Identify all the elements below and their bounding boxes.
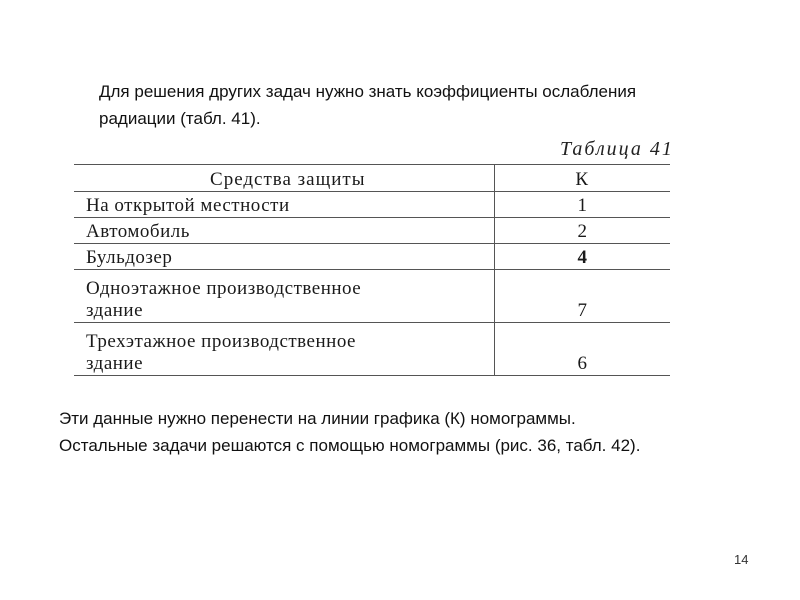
row-name-cell bbox=[74, 270, 494, 323]
table-row bbox=[74, 270, 670, 323]
intro-line-2: радиации (табл. 41). bbox=[99, 109, 261, 128]
table-row bbox=[74, 323, 670, 376]
row-value: 6 bbox=[494, 323, 670, 376]
row-name: На открытой местности bbox=[86, 195, 290, 216]
row-value: 7 bbox=[494, 270, 670, 323]
row-name-cell bbox=[74, 192, 494, 218]
outro-line-2: Остальные задачи решаются с помощью номограммы (рис. 36, табл. 42). bbox=[59, 436, 641, 455]
table-row bbox=[74, 192, 670, 218]
row-name-cell bbox=[74, 218, 494, 244]
intro-paragraph bbox=[99, 78, 759, 132]
attenuation-table bbox=[74, 164, 670, 376]
header-protection-means: Средства защиты bbox=[74, 165, 494, 192]
page-number: 14 bbox=[734, 552, 749, 567]
outro-line-1: Эти данные нужно перенести на линии графика (К) номограммы. bbox=[59, 409, 576, 428]
table-row bbox=[74, 244, 670, 270]
row-name-cell bbox=[74, 244, 494, 270]
header-coefficient: К bbox=[494, 165, 670, 192]
row-name-cell bbox=[74, 323, 494, 376]
table-caption: Таблица 41 bbox=[560, 138, 674, 160]
outro-paragraph bbox=[59, 405, 779, 459]
row-value: 4 bbox=[494, 244, 670, 270]
row-value: 2 bbox=[494, 218, 670, 244]
row-name: Трехэтажное производственное здание bbox=[86, 331, 356, 374]
table-row bbox=[74, 218, 670, 244]
row-value: 1 bbox=[494, 192, 670, 218]
row-name: Бульдозер bbox=[86, 247, 173, 268]
intro-line-1: Для решения других задач нужно знать коэффициенты ослабления bbox=[99, 82, 637, 101]
table-header-row bbox=[74, 165, 670, 192]
row-name: Одноэтажное производственное здание bbox=[86, 278, 362, 321]
row-name: Автомобиль bbox=[86, 221, 190, 242]
